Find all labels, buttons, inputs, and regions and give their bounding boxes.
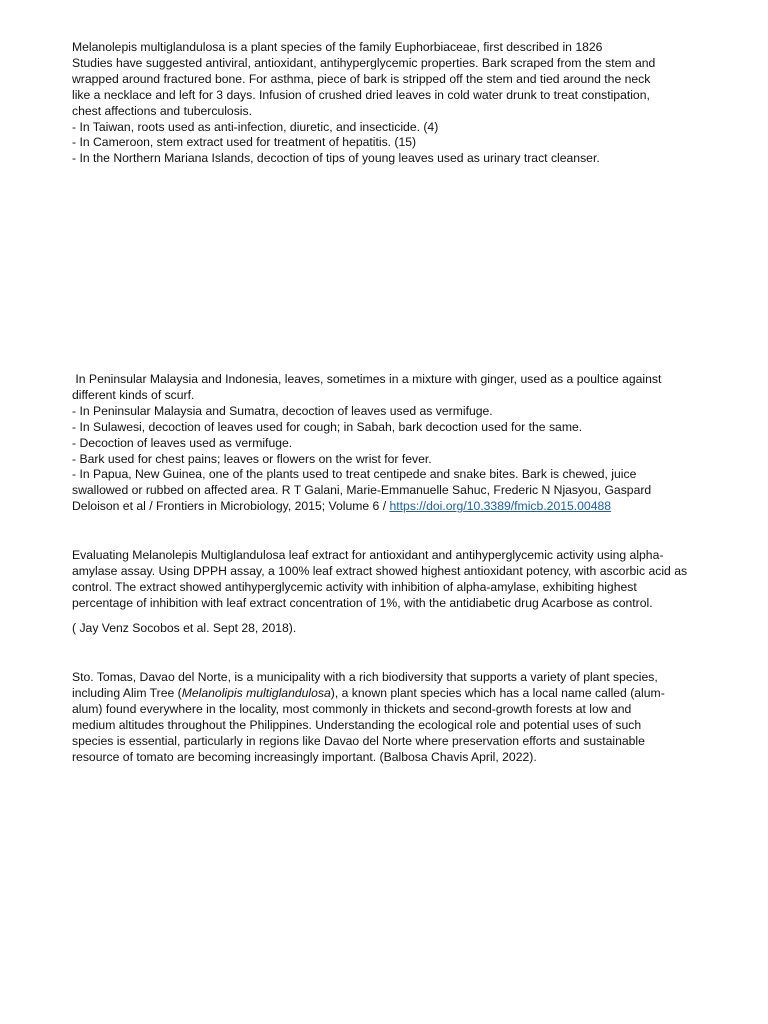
text-line: amylase assay. Using DPPH assay, a 100% leaf extract showed highest antioxidant potency, with ascorbic acid as	[72, 563, 688, 578]
paragraph-sto-tomas	[72, 670, 698, 765]
doi-link[interactable]: https://doi.org/10.3389/fmicb.2015.00488	[389, 499, 612, 514]
citation-text: ( Jay Venz Socobos et al. Sept 28, 2018).	[72, 621, 297, 635]
text-line: percentage of inhibition with leaf extract concentration of 1%, with the antidiabetic drug Acarbose as control.	[72, 595, 653, 610]
paragraph-regional-uses	[72, 372, 698, 515]
text-line: In Peninsular Malaysia and Indonesia, leaves, sometimes in a mixture with ginger, used as a poultice against	[72, 372, 662, 386]
text-line: different kinds of scurf.	[72, 387, 195, 402]
citation-text: Deloison et al / Frontiers in Microbiology, 2015; Volume 6 /	[72, 499, 390, 514]
list-item: - Decoction of leaves used as vermifuge.	[72, 435, 293, 450]
text-span: ), a known plant species which has a local name called (alum-	[330, 685, 665, 700]
text-line: swallowed or rubbed on affected area. R T Galani, Marie-Emmanuelle Sahuc, Frederic N Njasyou, Gaspard	[72, 483, 652, 498]
text-line	[72, 686, 698, 702]
paragraph-overview	[72, 40, 698, 167]
species-name: Melanolipis multiglandulosa	[181, 685, 331, 700]
text-line: Melanolepis multiglandulosa is a plant species of the family Euphorbiaceae, first described in 1826	[72, 40, 603, 54]
text-line: medium altitudes throughout the Philippines. Understanding the ecological role and potential uses of such	[72, 717, 642, 732]
text-line: Sto. Tomas, Davao del Norte, is a municipality with a rich biodiversity that supports a variety of plant species,	[72, 670, 658, 684]
paragraph-citation	[72, 621, 698, 637]
text-line: Evaluating Melanolepis Multiglandulosa leaf extract for antioxidant and antihyperglycemic activity using alpha-	[72, 548, 664, 562]
text-line: Studies have suggested antiviral, antioxidant, antihyperglycemic properties. Bark scraped from the stem and	[72, 55, 656, 70]
list-item: - In Peninsular Malaysia and Sumatra, decoction of leaves used as vermifuge.	[72, 403, 493, 418]
list-item: - In Papua, New Guinea, one of the plants used to treat centipede and snake bites. Bark is chewed, juice	[72, 467, 637, 482]
text-line: control. The extract showed antihyperglycemic activity with inhibition of alpha-amylase, exhibiting highest	[72, 579, 637, 594]
paragraph-study-evaluation	[72, 548, 698, 612]
text-line: wrapped around fractured bone. For asthma, piece of bark is stripped off the stem and tied around the neck	[72, 71, 651, 86]
list-item: - In the Northern Mariana Islands, decoction of tips of young leaves used as urinary tract cleanser.	[72, 151, 600, 166]
text-line: like a necklace and left for 3 days. Infusion of crushed dried leaves in cold water drunk to treat constipation,	[72, 87, 650, 102]
list-item: - In Taiwan, roots used as anti-infection, diuretic, and insecticide. (4)	[72, 119, 439, 134]
list-item: - In Sulawesi, decoction of leaves used for cough; in Sabah, bark decoction used for the same.	[72, 419, 583, 434]
text-line: species is essential, particularly in regions like Davao del Norte where preservation efforts and sustainable	[72, 733, 645, 748]
list-item: - In Cameroon, stem extract used for treatment of hepatitis. (15)	[72, 135, 417, 150]
text-span: including Alim Tree (	[72, 685, 182, 700]
citation-line	[72, 499, 698, 515]
list-item: - Bark used for chest pains; leaves or flowers on the wrist for fever.	[72, 451, 432, 466]
text-line: resource of tomato are becoming increasingly important. (Balbosa Chavis April, 2022).	[72, 749, 537, 764]
text-line: alum) found everywhere in the locality, most commonly in thickets and second-growth forests at low and	[72, 701, 632, 716]
text-line: chest affections and tuberculosis.	[72, 103, 252, 118]
